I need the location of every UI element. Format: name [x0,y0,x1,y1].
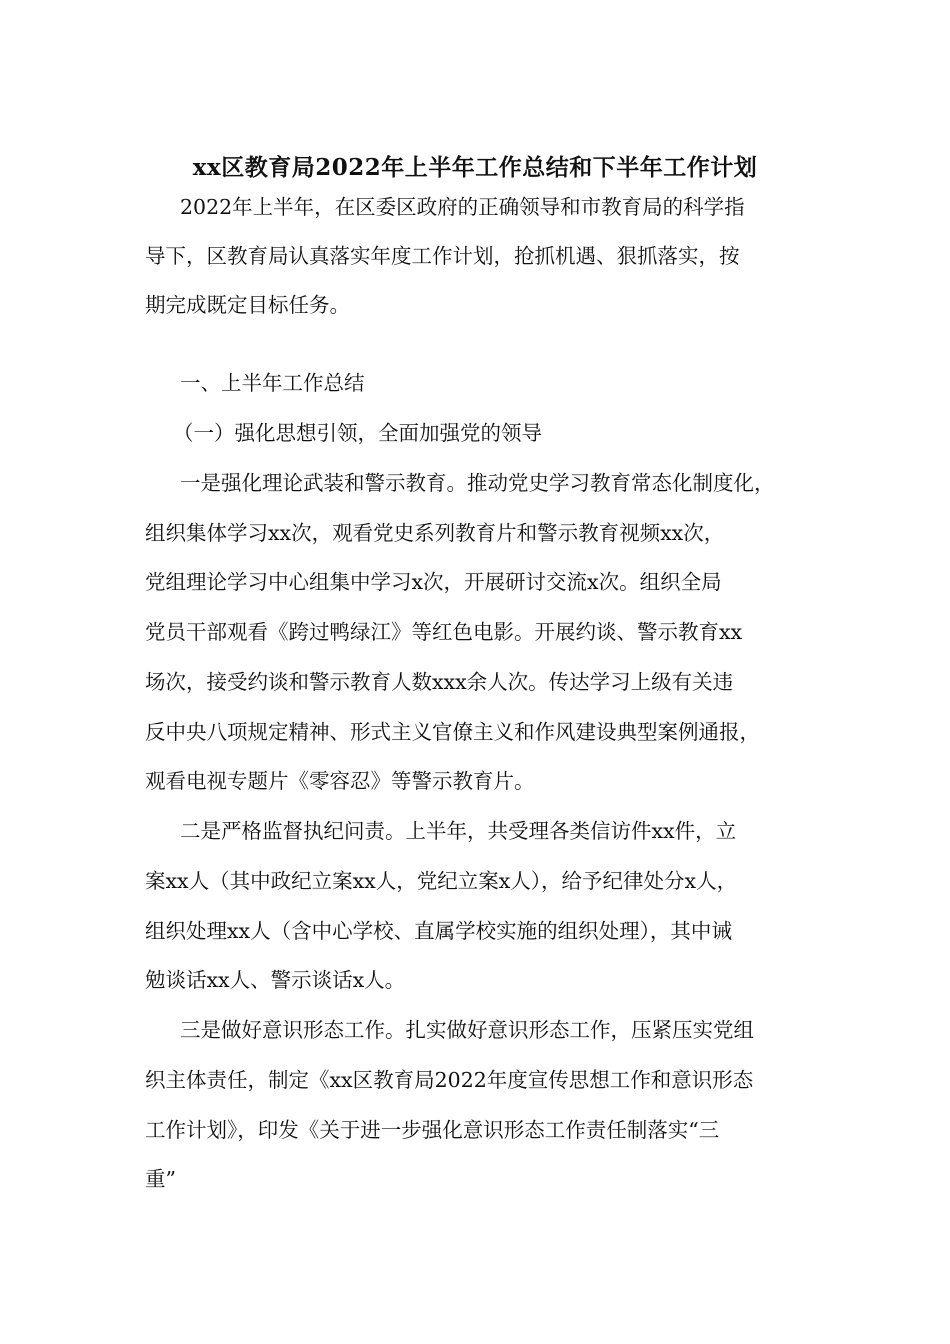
paragraph-line: 期完成既定目标任务。 [145,293,350,317]
subsection-heading: （一）强化思想引领，全面加强党的领导 [173,421,542,445]
paragraph-line: 勉谈话xx人、警示谈话x人。 [145,968,406,992]
section-heading: 一、上半年工作总结 [180,371,365,395]
paragraph-line: 一是强化理论武装和警示教育。推动党史学习教育常态化制度化， [180,471,775,495]
paragraph-line: 重” [145,1167,176,1191]
paragraph-line: 组织处理xx人（含中心学校、直属学校实施的组织处理），其中诫 [145,919,732,943]
paragraph-line: 织主体责任，制定《xx区教育局2022年度宣传思想工作和意识形态 [145,1068,754,1092]
document-title: xx区教育局2022年上半年工作总结和下半年工作计划 [192,154,758,181]
paragraph-line: 案xx人（其中政纪立案xx人，党纪立案x人），给予纪律处分x人， [145,869,738,893]
paragraph-line: 场次，接受约谈和警示教育人数xxx余人次。传达学习上级有关违 [145,670,734,694]
paragraph-line: 2022年上半年，在区委区政府的正确领导和市教育局的科学指 [180,195,745,219]
paragraph-line: 二是严格监督执纪问责。上半年，共受理各类信访件xx件，立 [180,819,737,843]
paragraph-line: 组织集体学习xx次，观看党史系列教育片和警示教育视频xx次， [145,521,725,545]
paragraph-line: 党组理论学习中心组集中学习x次，开展研讨交流x次。组织全局 [145,570,722,594]
paragraph-line: 反中央八项规定精神、形式主义官僚主义和作风建设典型案例通报， [145,720,760,744]
paragraph-line: 工作计划》，印发《关于进一步强化意识形态工作责任制落实“三 [145,1118,720,1142]
paragraph-line: 导下，区教育局认真落实年度工作计划，抢抓机遇、狠抓落实，按 [145,244,740,268]
paragraph-line: 党员干部观看《跨过鸭绿江》等红色电影。开展约谈、警示教育xx [145,620,743,644]
paragraph-line: 观看电视专题片《零容忍》等警示教育片。 [145,769,535,793]
paragraph-line: 三是做好意识形态工作。扎实做好意识形态工作，压紧压实党组 [180,1018,754,1042]
